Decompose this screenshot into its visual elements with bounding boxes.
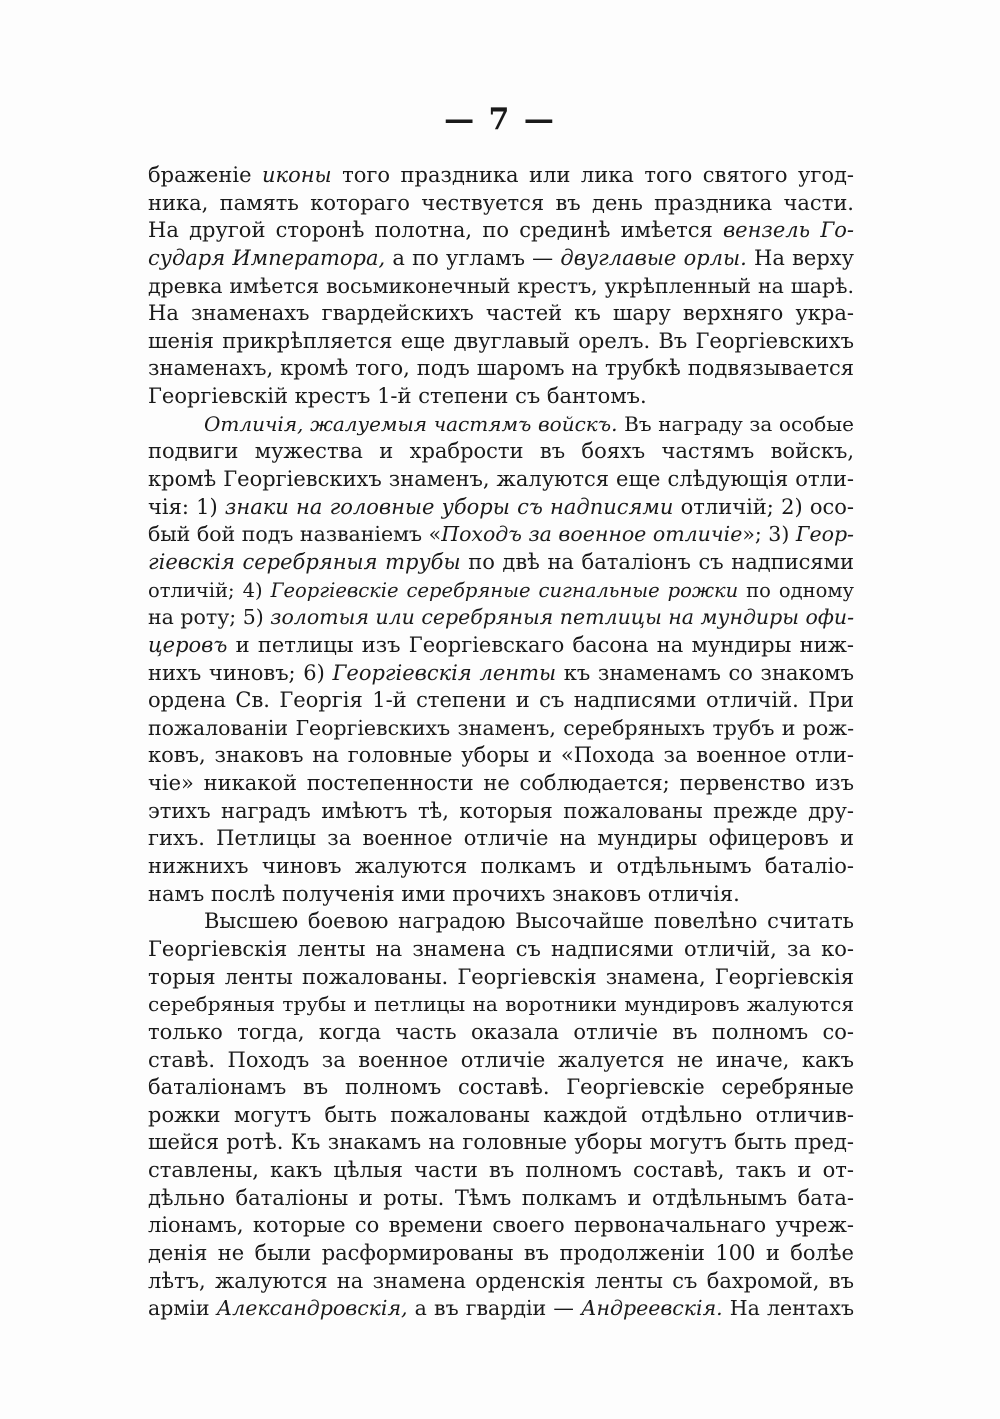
text-run: дѣльно баталіоны и роты. Тѣмъ полкамъ и отдѣльнымъ бата- [148,1185,854,1210]
text-line [148,494,854,522]
italic-text: сударя Императора, [148,245,386,270]
text-run: намъ послѣ полученія ими прочихъ знаковъ отличія. [148,881,740,906]
text-line [148,411,854,439]
text-run: по двѣ на баталіонъ съ надписями [460,549,854,574]
text-run: лѣтъ, жалуются на знамена орденскія ленты съ бахромой, въ [148,1268,854,1293]
text-run: браженіе [148,163,262,187]
text-line [148,1102,854,1130]
text-line [148,245,854,273]
text-run: арміи [148,1296,217,1321]
text-run: ковъ, знаковъ на головные уборы и «Похода за военное отли- [148,743,854,768]
text-line [148,632,854,660]
text-line [148,383,854,411]
text-run: На другой сторонѣ полотна, по срединѣ имѣется [148,218,723,243]
text-line [148,881,854,909]
italic-text: Отличія, жалуемыя частямъ войскъ. [204,411,618,436]
body-text [148,162,854,1323]
text-run: ліонамъ, которые со времени своего первоначальнаго учреж- [148,1213,854,1238]
text-line [148,853,854,881]
text-line [148,742,854,770]
text-line [148,466,854,494]
text-run: къ знаменамъ со знакомъ [556,660,854,685]
text-line [148,660,854,688]
text-line [148,1212,854,1240]
text-run: гихъ. Петлицы за военное отличіе на мундиры офицеровъ и [148,826,854,851]
text-run: серебряныя трубы и петлицы на воротники мундировъ жалуются [148,992,854,1017]
text-line [148,1129,854,1157]
text-run: кромѣ Георгіевскихъ знаменъ, жалуются еще слѣдующія отли- [148,467,854,492]
text-run: ордена Св. Георгія 1-й степени и съ надписями отличій. При [148,688,854,713]
text-run: и петлицы изъ Георгіевскаго басона на мундиры ниж- [227,632,854,657]
text-run: бый бой подъ названіемъ « [148,522,442,547]
text-run: »; 3) [742,522,796,547]
text-run: Высшею боевою наградою Высочайше повелѣно считать [204,909,854,934]
text-run: ставѣ. Походъ за военное отличіе жалуется не иначе, какъ [148,1047,854,1072]
text-line [148,1295,854,1323]
text-run: отличій; 4) [148,578,271,602]
text-run: На верху [746,245,854,270]
text-run: шенія прикрѣпляется еще двуглавый орелъ. Въ Георгіевскихъ [148,328,854,353]
text-line [148,908,854,936]
text-run: ника, память котораго чествуется въ день праздника части. [148,190,854,215]
text-run: а по угламъ — [385,245,561,270]
text-run: На знаменахъ гвардейскихъ частей къ шару верхняго укра- [148,301,854,326]
text-line [148,1185,854,1213]
italic-text: Андреевскія. [580,1296,723,1321]
text-run: подвиги мужества и храбрости въ бояхъ частямъ войскъ, [148,439,854,464]
text-line [148,355,854,383]
text-run: баталіонамъ въ полномъ составѣ. Георгіевскіе серебряные [148,1075,854,1100]
text-run: шейся ротѣ. Къ знакамъ на головные уборы могутъ быть пред- [148,1130,854,1155]
text-run: этихъ наградъ имѣютъ тѣ, которыя пожалованы прежде дру- [148,798,854,823]
text-line [148,964,854,992]
text-line [148,328,854,356]
text-run: по одному [738,578,854,602]
italic-text: Геор- [795,522,854,547]
text-run: чіе» никакой постепенности не соблюдается; первенство изъ [148,771,854,796]
text-run: пожалованіи Георгіевскихъ знаменъ, серебряныхъ трубъ и рож- [148,715,854,740]
text-line [148,1047,854,1075]
text-line [148,715,854,743]
text-run: древка имѣется восьмиконечный крестъ, укрѣпленный на шарѣ. [148,273,854,298]
text-run: на роту; 5) [148,605,271,630]
text-line [148,438,854,466]
italic-text: знаки на головные уборы съ надписями [224,494,674,519]
text-line [148,217,854,245]
text-run: знаменахъ, кромѣ того, подъ шаромъ на трубкѣ подвязывается [148,356,854,381]
text-run: Георгіевскія ленты на знамена съ надписями отличій, за ко- [148,936,854,961]
italic-text: гіевскія серебряныя трубы [148,549,461,574]
text-run: ставлены, какъ цѣлыя части въ полномъ составѣ, такъ и от- [148,1158,854,1183]
text-run: нижнихъ чиновъ жалуются полкамъ и отдѣльнымъ баталіо- [148,854,854,879]
italic-text: золотыя или серебряныя петлицы на мундиры офи- [270,605,854,630]
text-line [148,162,854,190]
text-run: рожки могутъ быть пожалованы каждой отдѣльно отличив- [148,1102,854,1127]
text-line [148,577,854,605]
text-line [148,991,854,1019]
text-line [148,687,854,715]
text-run: того праздника или лика того святого угод- [331,163,854,187]
text-line [148,190,854,218]
text-line [148,604,854,632]
text-run: только тогда, когда часть оказала отличіе въ полномъ со- [148,1019,854,1044]
text-line [148,300,854,328]
text-run: Въ награду за особые [617,411,854,436]
text-run: Георгіевскій крестъ 1-й степени съ бантомъ. [148,384,647,409]
text-line [148,273,854,301]
text-line [148,521,854,549]
italic-text: Александровскія, [216,1296,408,1321]
text-line [148,825,854,853]
text-line [148,1019,854,1047]
text-line [148,549,854,577]
page-number: — 7 — [444,102,556,137]
italic-text: вензель Го- [722,218,854,243]
text-run: отличій; 2) осо- [673,494,854,519]
text-line [148,1268,854,1296]
text-line [148,1157,854,1185]
text-line [148,936,854,964]
italic-text: церовъ [148,632,228,657]
text-line [148,798,854,826]
italic-text: двуглавые орлы. [560,245,747,270]
text-line [148,1074,854,1102]
text-run: торыя ленты пожалованы. Георгіевскія знамена, Георгіевскія [148,964,854,989]
text-run: нихъ чиновъ; 6) [148,660,333,685]
text-run: денія не были расформированы въ продолженіи 100 и болѣе [148,1240,854,1265]
text-run: а въ гвардіи — [407,1296,581,1321]
italic-text: Георгіевскіе серебряные сигнальные рожки [270,578,739,602]
italic-text: иконы [262,163,332,187]
text-line [148,1240,854,1268]
italic-text: Георгіевскія ленты [332,660,557,685]
italic-text: Походъ за военное отличіе [441,522,743,547]
text-run: На лентахъ [722,1296,854,1321]
text-run: чія: 1) [148,494,225,519]
text-line [148,770,854,798]
